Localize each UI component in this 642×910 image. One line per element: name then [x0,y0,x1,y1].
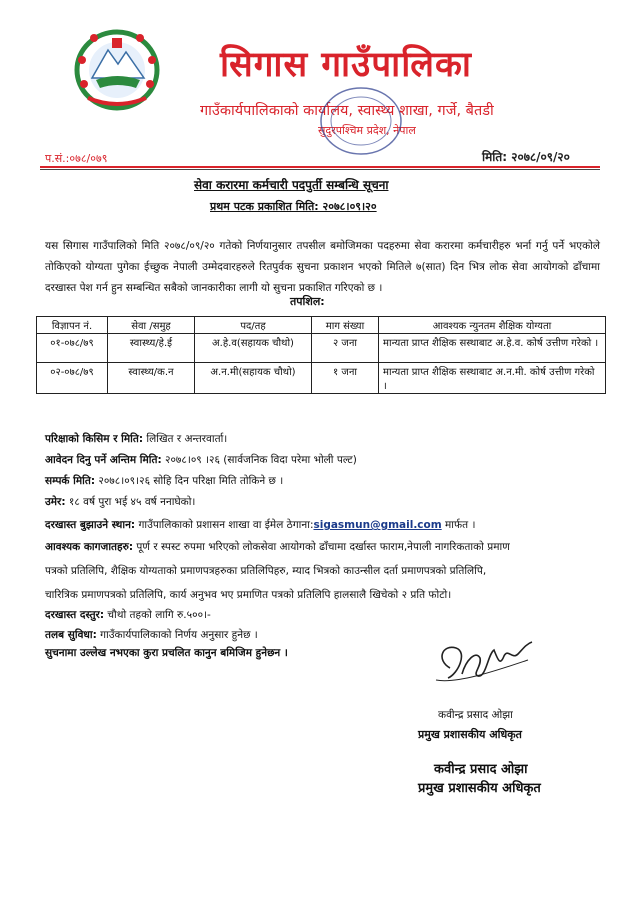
salary-line [45,628,258,642]
exam-value: लिखित र अन्तरवार्ता। [143,433,228,445]
office-stamp-icon [318,85,404,157]
deadline-line [45,453,357,467]
cell-service: स्वास्थ्य/हे.ई [108,334,195,363]
contact-line [45,474,283,488]
letter-date: मिति: २०७८/०९/२० [482,150,570,164]
table-row [37,363,606,394]
vacancy-table [36,316,606,394]
place-label: दरखास्त बुझाउने स्थान: [45,519,136,531]
cell-post: अ.न.मी(सहायक चौथो) [195,363,312,394]
age-line [45,495,195,509]
docs-line-3: चारित्रिक प्रमाणपत्रको प्रतिलिपि, कार्य अनुभव भए प्रमाणित पत्रको प्रतिलिपि हालसालै खिचेको २ प्रति फोटो। [45,589,452,601]
schedule-label: तपशिल: [290,295,325,308]
fee-line [45,608,211,622]
place-value: गाउँपालिकाको प्रशासन शाखा वा ईमेल ठेगाना: [135,519,314,531]
office-province: सुदुरपश्चिम प्रदेश, नेपाल [318,124,416,137]
notice-title: सेवा करारमा कर्मचारी पदपुर्ती सम्बन्धि सूचना [194,178,389,192]
exam-label: परिक्षाको किसिम र मिति: [45,433,144,445]
table-row [37,334,606,363]
fee-label: दरखास्त दस्तुर: [45,609,105,621]
age-value: १८ वर्ष पुरा भई ४५ वर्ष ननाघेको। [65,496,196,508]
col-qualification: आवश्यक न्युनतम शैक्षिक योग्यता [379,317,606,334]
docs-value-1: पूर्ण र स्पस्ट रुपमा भरिएको लोकसेवा आयोगको ढाँचामा दर्खास्त फाराम,नेपाली नागरिकताको प्रमाण [133,541,510,553]
cell-post: अ.हे.व(सहायक चौथो) [195,334,312,363]
age-label: उमेर: [45,496,66,508]
signature-icon [428,630,538,690]
place-line [45,518,475,532]
email-link[interactable]: sigasmun@gmail.com [313,519,442,531]
docs-line-1 [45,540,510,554]
nepal-emblem-icon [66,20,168,112]
salary-value: गाउँकार्यपालिकाको निर्णय अनुसार हुनेछ । [96,629,258,641]
signatory-name: कवीन्द्र प्रसाद ओझा [438,709,513,721]
deadline-label: आवेदन दिनु पर्ने अन्तिम मिति: [45,454,162,466]
cell-service: स्वास्थ्य/क.न [108,363,195,394]
cell-qualification: मान्यता प्राप्त शैक्षिक सस्थाबाट अ.न.मी. कोर्ष उत्तीण गरेको । [379,363,606,394]
fee-value: चौथो तहको लागि रु.५००।- [104,609,211,621]
exam-line [45,432,227,446]
office-name: सिगास गाउँपालिका [220,45,472,85]
reference-number: प.सं.:०७८/०७९ [45,152,108,165]
docs-line-2: पत्रको प्रतिलिपि, शैक्षिक योग्यताको प्रमाणपत्रहरुका प्रतिलिपिहरु, म्याद भित्रको काउन्सील दर्ता प्रमाणपत्रको प्रतिलिपि, [45,565,487,577]
col-count: माग संख्या [312,317,379,334]
cell-ad-number: ०१-०७८/७९ [37,334,108,363]
office-subtitle: गाउँकार्यपालिकाको कार्यालय, स्वास्थ्य शाखा, गर्जे, बैतडी [200,103,494,119]
col-service: सेवा /समुह [108,317,195,334]
col-ad-number: विज्ञापन नं. [37,317,108,334]
contact-value: २०७८।०९।२६ सोहि दिन परिक्षा मिति तोकिने छ । [95,475,284,487]
stamp-signatory-role: प्रमुख प्रशासकीय अधिकृत [418,781,541,796]
stamp-signatory-name: कवीन्द्र प्रसाद ओझा [434,762,528,777]
cell-ad-number: ०२-०७८/७९ [37,363,108,394]
contact-label: सम्पर्क मिति: [45,475,96,487]
salary-label: तलब सुविधा: [45,629,97,641]
cell-qualification: मान्यता प्राप्त शैक्षिक सस्थाबाट अ.हे.व. कोर्ष उत्तीण गरेको । [379,334,606,363]
cell-count: २ जना [312,334,379,363]
legal-note: सुचनामा उल्लेख नभएका कुरा प्रचलित कानुन बमिजिम हुनेछन । [45,647,288,659]
signatory-role: प्रमुख प्रशासकीय अधिकृत [418,728,522,741]
place-suffix: मार्फत । [441,519,476,531]
header-divider [40,166,600,168]
table-header-row [37,317,606,334]
header-divider-thin [40,169,600,170]
docs-label: आवश्यक कागजातहरु: [45,541,134,553]
col-post: पद/तह [195,317,312,334]
intro-paragraph: यस सिगास गाउँपालिको मिति २०७८/०९/२० गतेको निर्णयानुसार तपसील बमोजिमका पदहरुमा सेवा करारमा कर्मचारीहरु भर्ना गर्नु पर्ने भएकोले तोकिएको योग्यता पुगेका ईच्छुक नेपाली उम्मेदवारहरुले रितपुर्वक सुचना प्रकाशन भएको मितिले ७(सात) दिन भित्र लोक सेवा आयोगको ढाँचामा दरखास्त पेश गर्न हुन सम्बन्धित सबैको जानकारीका लागी यो सुचना प्रकाशित गरिएको छ । [45,240,600,294]
published-date: प्रथम पटक प्रकाशित मिति: २०७८।०९।२० [210,200,377,213]
deadline-value: २०७८।०९ ।२६ (सार्वजनिक विदा परेमा भोली पल्ट) [161,454,357,466]
cell-count: १ जना [312,363,379,394]
